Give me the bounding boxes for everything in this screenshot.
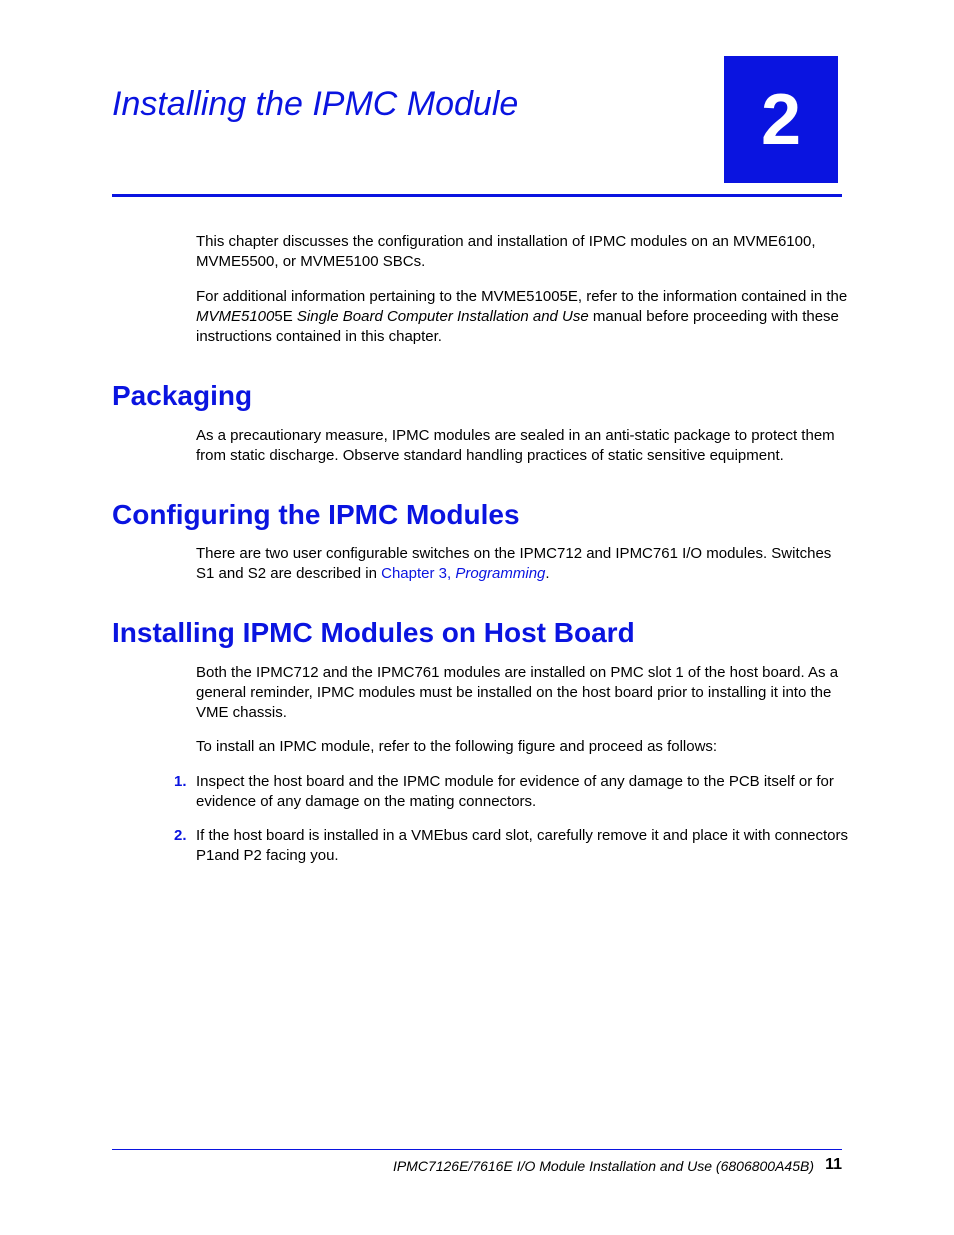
footer-page-number: 11 xyxy=(825,1156,842,1173)
chapter-number-badge xyxy=(724,56,838,183)
step-1-text: Inspect the host board and the IPMC module for evidence of any damage to the PCB itself or for evidence of any damage on the mating connectors. xyxy=(196,773,834,810)
title-divider xyxy=(112,194,842,197)
heading-configuring: Configuring the IPMC Modules xyxy=(112,499,520,530)
intro-paragraph-1: This chapter discusses the configuration and installation of IPMC modules on an MVME6100, MVME5500, or MVME5100 SBCs. xyxy=(196,233,816,270)
footer-divider xyxy=(112,1149,842,1150)
heading-packaging: Packaging xyxy=(112,380,253,411)
configuring-text-a: There are two user configurable switches on the IPMC712 and IPMC761 I/O modules. Switches S1 and S2 are described in xyxy=(196,545,832,582)
packaging-paragraph: As a precautionary measure, IPMC modules are sealed in an anti-static package to protect them from static discharge. Observe standard handling practices of static sensitive equipment. xyxy=(196,427,835,464)
link-chapter-title: Programming xyxy=(455,565,546,582)
chapter-title: Installing the IPMC Module xyxy=(112,85,519,123)
link-chapter-label: Chapter 3, xyxy=(381,565,456,582)
installing-paragraph-1: Both the IPMC712 and the IPMC761 modules are installed on PMC slot 1 of the host board. As a general reminder, IPMC modules must be installed on the host board prior to installing it into the VME chassis. xyxy=(196,664,839,721)
intro-p2-manual-title: Single Board Computer Installation and Use xyxy=(296,308,589,325)
configuring-paragraph xyxy=(196,544,848,584)
step-2-number: 2. xyxy=(174,827,187,844)
intro-p2-text-c: manual before proceeding with these instructions contained in this chapter. xyxy=(196,308,839,345)
step-1-number: 1. xyxy=(174,773,187,790)
configuring-text-b: . xyxy=(545,565,550,582)
heading-installing: Installing IPMC Modules on Host Board xyxy=(112,617,635,648)
step-2-text: If the host board is installed in a VMEbus card slot, carefully remove it and place it with connectors P1and P2 facing you. xyxy=(196,827,848,864)
intro-paragraph-2 xyxy=(196,287,848,347)
intro-p2-text-a: For additional information pertaining to the MVME51005E, refer to the information contained in the xyxy=(196,288,848,305)
footer-doc-title: IPMC7126E/7616E I/O Module Installation and Use (6806800A45B) xyxy=(392,1158,814,1174)
programming-chapter-link[interactable] xyxy=(381,565,545,582)
intro-p2-italic-1: MVME5100 xyxy=(196,308,275,325)
intro-p2-text-b: 5E xyxy=(274,308,297,325)
installing-paragraph-2: To install an IPMC module, refer to the following figure and proceed as follows: xyxy=(196,738,718,755)
chapter-number: 2 xyxy=(760,79,802,160)
